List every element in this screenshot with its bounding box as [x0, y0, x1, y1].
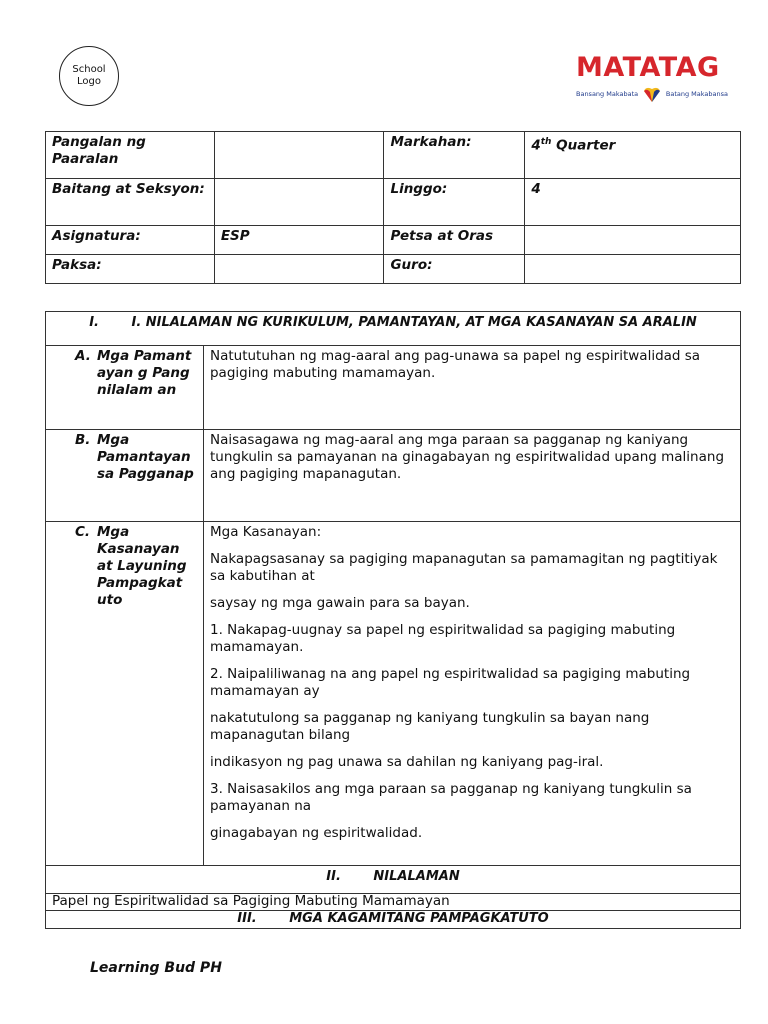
- brand-right-sub: Batang Makabansa: [665, 90, 728, 98]
- grade-section-value[interactable]: [214, 179, 384, 226]
- petsa-oras-label: Petsa at Oras: [384, 226, 525, 255]
- guro-label: Guro:: [384, 255, 525, 284]
- info-table: [45, 131, 741, 284]
- linggo-label: Linggo:: [384, 179, 525, 226]
- linggo-value[interactable]: 4: [525, 179, 741, 226]
- paksa-label: Paksa:: [46, 255, 215, 284]
- section-2-title: NILALAMAN: [373, 869, 460, 884]
- competencies-text: Mga Kasanayan: Nakapagsasanay sa pagiging mapanagutan sa pamamagitan ng pagtitiyak sa kabutihan at saysay ng mga gawain para sa bayan. 1. Nakapag-uugnay sa papel ng espiritwalidad sa pagiging mabuting mamamayan. 2. Naipaliliwanag na ang papel ng espiritwalidad sa pagiging mabuting mamamayan ay nakatutulong sa pagganap ng kaniyang tungkulin sa bayan nang mapanagutan bilang indikasyon ng pag unawa sa dahilan ng kaniyang pag-iral. 3. Naisasakilos ang mga paraan sa pagganap ng kaniyang tungkulin sa pamayanan na ginagabayan ng espiritwalidad.: [203, 522, 740, 866]
- section-1-header: [46, 312, 741, 346]
- brand-left-sub: Bansang Makabata: [576, 90, 639, 98]
- logo-line-1: School: [72, 64, 106, 75]
- section-3-title: MGA KAGAMITANG PAMPAGKATUTO: [289, 911, 549, 926]
- section-2-marker: II.: [326, 869, 341, 884]
- section-3-header: [46, 911, 741, 929]
- grade-section-label: Baitang at Seksyon:: [46, 179, 215, 226]
- markahan-label: Markahan:: [384, 132, 525, 179]
- logo-line-2: Logo: [77, 76, 101, 87]
- performance-standards-label: B. Mga Pamantayan sa Pagganap: [46, 430, 204, 522]
- footer-credit: Learning Bud PH: [90, 960, 222, 976]
- paksa-value[interactable]: [214, 255, 384, 284]
- school-name-value[interactable]: [214, 132, 384, 179]
- guro-value[interactable]: [525, 255, 741, 284]
- asignatura-value[interactable]: ESP: [214, 226, 384, 255]
- curriculum-table: [45, 311, 741, 929]
- matatag-logo: [576, 53, 736, 113]
- section-1-marker: I.: [89, 315, 99, 330]
- content-standards-text: Natututuhan ng mag-aaral ang pag-unawa sa papel ng espiritwalidad sa pagiging mabuting mamamayan.: [203, 346, 740, 430]
- section-2-content: Papel ng Espiritwalidad sa Pagiging Mabuting Mamamayan: [46, 894, 741, 911]
- school-name-label: Pangalan ng Paaralan: [46, 132, 215, 179]
- brand-title: MATATAG: [576, 52, 720, 83]
- competencies-label: C. Mga Kasanayan at Layuning Pampagkat uto: [46, 522, 204, 866]
- section-3-marker: III.: [237, 911, 257, 926]
- markahan-value[interactable]: 4th Quarter: [525, 132, 741, 179]
- asignatura-label: Asignatura:: [46, 226, 215, 255]
- content-standards-label: A. Mga Pamantayan g Pangnilalam an: [46, 346, 204, 430]
- school-logo-placeholder: [59, 46, 119, 106]
- section-2-header: [46, 866, 741, 894]
- heart-hands-icon: [641, 85, 663, 103]
- performance-standards-text: Naisasagawa ng mag-aaral ang mga paraan sa pagganap ng kaniyang tungkulin sa pamayanan na ginagabayan ng espiritwalidad upang malinang ang pagiging mapanagutan.: [203, 430, 740, 522]
- petsa-oras-value[interactable]: [525, 226, 741, 255]
- section-1-title: I. NILALAMAN NG KURIKULUM, PAMANTAYAN, AT MGA KASANAYAN SA ARALIN: [131, 315, 697, 330]
